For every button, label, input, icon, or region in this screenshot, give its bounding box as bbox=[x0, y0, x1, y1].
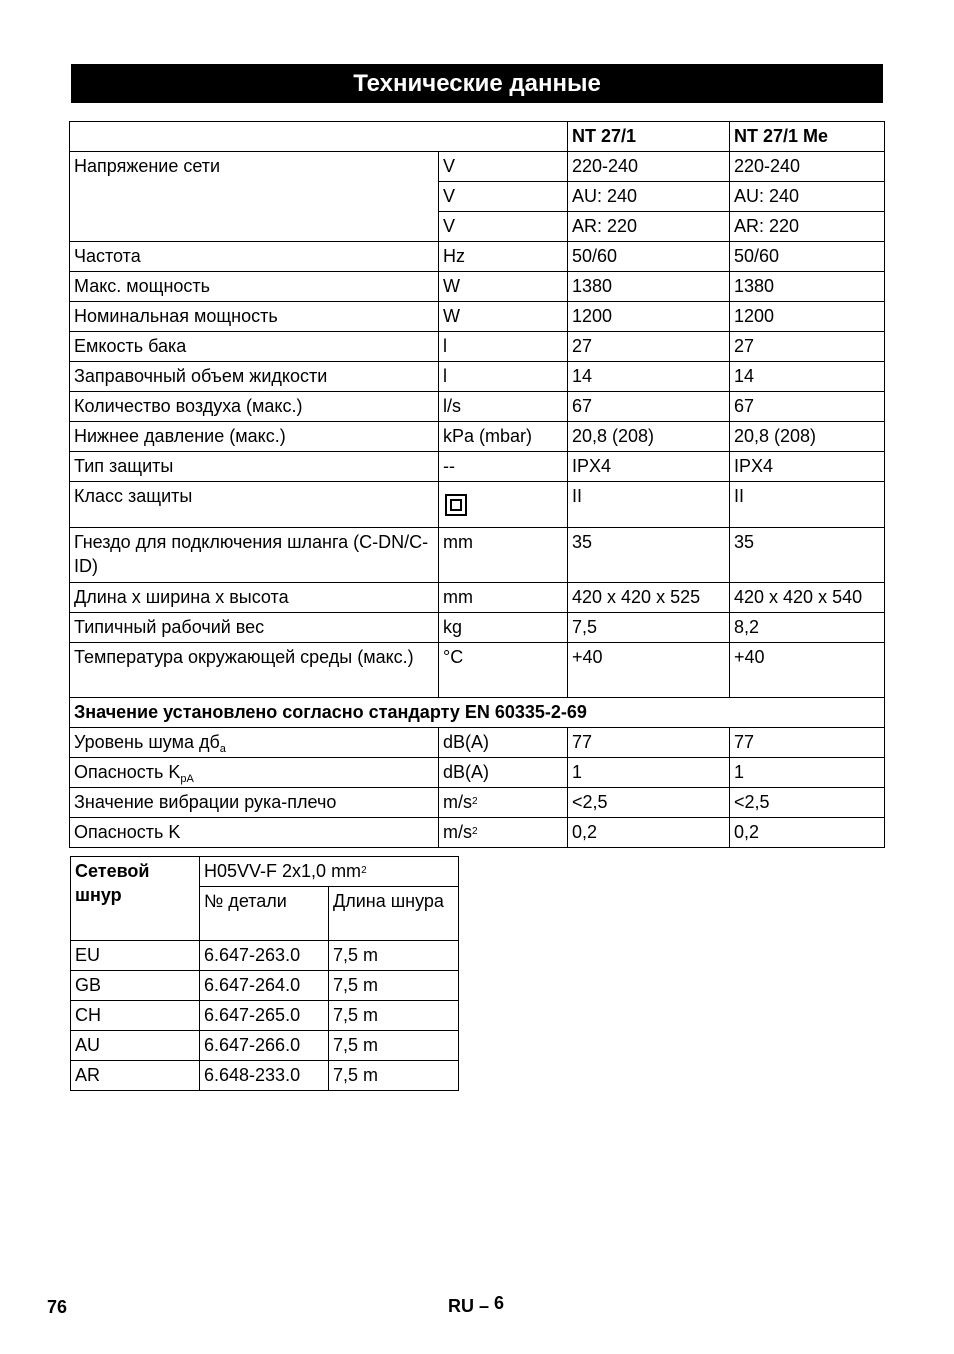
row-value-2: 20,8 (208) bbox=[730, 422, 885, 452]
table-row bbox=[70, 528, 885, 583]
table-row bbox=[70, 452, 885, 482]
table-row bbox=[70, 302, 885, 332]
row-value-2: 50/60 bbox=[730, 242, 885, 272]
row-value-2: AU: 240 bbox=[730, 182, 885, 212]
cord-header-label: Сетевой шнур bbox=[71, 857, 200, 941]
page-number: 76 bbox=[47, 1297, 68, 1317]
cord-part: 6.647-265.0 bbox=[200, 1001, 329, 1031]
row-value-1: AR: 220 bbox=[568, 212, 730, 242]
row-unit: l bbox=[439, 362, 568, 392]
cord-cable-type bbox=[200, 857, 459, 887]
cord-part: 6.648-233.0 bbox=[200, 1061, 329, 1091]
cord-country: AU bbox=[71, 1031, 200, 1061]
row-value-1: 1 bbox=[568, 758, 730, 788]
noise-label-subscript: a bbox=[219, 743, 226, 755]
row-value-2: <2,5 bbox=[730, 788, 885, 818]
row-value-1: 35 bbox=[568, 528, 730, 583]
header-blank-cell bbox=[70, 122, 568, 152]
row-value-1: 0,2 bbox=[568, 818, 730, 848]
row-unit: -- bbox=[439, 452, 568, 482]
row-value-1: 14 bbox=[568, 362, 730, 392]
row-unit bbox=[439, 482, 568, 528]
table-row bbox=[70, 583, 885, 613]
row-label: Номинальная мощность bbox=[70, 302, 439, 332]
standard-note: Значение установлено согласно стандарту EN 60335-2-69 bbox=[70, 698, 885, 728]
row-label: Типичный рабочий вес bbox=[70, 613, 439, 643]
table-row bbox=[70, 362, 885, 392]
row-value-1: 1380 bbox=[568, 272, 730, 302]
row-unit: mm bbox=[439, 528, 568, 583]
cord-part: 6.647-263.0 bbox=[200, 941, 329, 971]
cord-part: 6.647-266.0 bbox=[200, 1031, 329, 1061]
row-unit bbox=[439, 818, 568, 848]
standard-note-row bbox=[70, 698, 885, 728]
cord-row bbox=[71, 1001, 459, 1031]
row-unit: dB(A) bbox=[439, 758, 568, 788]
cable-type-text: H05VV-F 2x1,0 mm bbox=[204, 861, 362, 881]
row-label: Количество воздуха (макс.) bbox=[70, 392, 439, 422]
row-unit: W bbox=[439, 302, 568, 332]
row-value-2: 1380 bbox=[730, 272, 885, 302]
vibration-risk-unit: m/s bbox=[443, 822, 472, 842]
table-row bbox=[70, 758, 885, 788]
cord-row bbox=[71, 941, 459, 971]
row-unit bbox=[439, 788, 568, 818]
col-length-header: Длина шнура bbox=[329, 887, 459, 941]
row-value-1: 7,5 bbox=[568, 613, 730, 643]
cord-row bbox=[71, 971, 459, 1001]
row-unit: V bbox=[439, 212, 568, 242]
cord-country: GB bbox=[71, 971, 200, 1001]
row-value-2: 1200 bbox=[730, 302, 885, 332]
row-label bbox=[70, 728, 439, 758]
row-value-1: 220-240 bbox=[568, 152, 730, 182]
cord-country: EU bbox=[71, 941, 200, 971]
cord-row bbox=[71, 1061, 459, 1091]
row-value-1: 67 bbox=[568, 392, 730, 422]
section-code: RU bbox=[448, 1296, 474, 1316]
table-header-row bbox=[70, 122, 885, 152]
col-part-header: № детали bbox=[200, 887, 329, 941]
row-value-1: <2,5 bbox=[568, 788, 730, 818]
row-label: Емкость бака bbox=[70, 332, 439, 362]
protection-class-ii-icon bbox=[445, 494, 467, 516]
section-page-number: 6 bbox=[494, 1293, 505, 1313]
row-label: Гнездо для подключения шланга (C-DN/C-ID) bbox=[70, 528, 439, 583]
row-value-2: 67 bbox=[730, 392, 885, 422]
row-label: Заправочный объем жидкости bbox=[70, 362, 439, 392]
cord-part: 6.647-264.0 bbox=[200, 971, 329, 1001]
power-cord-table bbox=[70, 856, 459, 1091]
row-unit: dB(A) bbox=[439, 728, 568, 758]
noise-label: Уровень шума дб bbox=[74, 732, 220, 752]
row-value-1: 27 bbox=[568, 332, 730, 362]
row-label: Температура окружающей среды (макс.) bbox=[70, 643, 439, 698]
row-label: Длина x ширина x высота bbox=[70, 583, 439, 613]
row-unit: °C bbox=[439, 643, 568, 698]
table-row bbox=[70, 392, 885, 422]
row-label: Макс. мощность bbox=[70, 272, 439, 302]
row-label bbox=[70, 758, 439, 788]
row-value-1: 1200 bbox=[568, 302, 730, 332]
technical-data-table bbox=[69, 121, 885, 848]
section-page-label bbox=[448, 1293, 505, 1317]
table-row bbox=[70, 482, 885, 528]
row-value-2: IPX4 bbox=[730, 452, 885, 482]
cord-length: 7,5 m bbox=[329, 1001, 459, 1031]
row-label: Напряжение сети bbox=[70, 152, 439, 242]
row-value-1: +40 bbox=[568, 643, 730, 698]
table-row bbox=[70, 422, 885, 452]
row-value-2: 1 bbox=[730, 758, 885, 788]
row-value-2: II bbox=[730, 482, 885, 528]
row-unit: mm bbox=[439, 583, 568, 613]
row-value-2: 420 x 420 x 540 bbox=[730, 583, 885, 613]
noise-risk-label: Опасность K bbox=[74, 762, 181, 782]
vibration-risk-unit-superscript: 2 bbox=[472, 826, 478, 837]
row-value-1: AU: 240 bbox=[568, 182, 730, 212]
table-row bbox=[70, 152, 885, 182]
row-label: Частота bbox=[70, 242, 439, 272]
cord-length: 7,5 m bbox=[329, 1061, 459, 1091]
row-value-1: II bbox=[568, 482, 730, 528]
table-row bbox=[70, 643, 885, 698]
table-row bbox=[70, 272, 885, 302]
row-value-1: 50/60 bbox=[568, 242, 730, 272]
row-unit: l/s bbox=[439, 392, 568, 422]
row-value-2: 14 bbox=[730, 362, 885, 392]
table-row bbox=[70, 788, 885, 818]
row-value-2: 27 bbox=[730, 332, 885, 362]
vibration-unit: m/s bbox=[443, 792, 472, 812]
row-unit: kg bbox=[439, 613, 568, 643]
vibration-unit-superscript: 2 bbox=[472, 796, 478, 807]
table-row bbox=[70, 242, 885, 272]
model-header-2: NT 27/1 Me bbox=[730, 122, 885, 152]
row-value-2: 77 bbox=[730, 728, 885, 758]
row-unit: kPa (mbar) bbox=[439, 422, 568, 452]
page-title: Технические данные bbox=[71, 64, 883, 103]
table-row bbox=[70, 332, 885, 362]
row-unit: Hz bbox=[439, 242, 568, 272]
table-row bbox=[70, 613, 885, 643]
cord-country: AR bbox=[71, 1061, 200, 1091]
table-row bbox=[70, 728, 885, 758]
table-row bbox=[70, 818, 885, 848]
row-label: Класс защиты bbox=[70, 482, 439, 528]
row-label: Значение вибрации рука-плечо bbox=[70, 788, 439, 818]
cord-country: CH bbox=[71, 1001, 200, 1031]
section-dash: – bbox=[479, 1296, 490, 1316]
row-label: Нижнее давление (макс.) bbox=[70, 422, 439, 452]
row-label: Тип защиты bbox=[70, 452, 439, 482]
row-value-2: 35 bbox=[730, 528, 885, 583]
model-header-1: NT 27/1 bbox=[568, 122, 730, 152]
noise-risk-label-subscript: pA bbox=[180, 773, 194, 785]
row-value-1: IPX4 bbox=[568, 452, 730, 482]
row-value-2: 0,2 bbox=[730, 818, 885, 848]
cord-row bbox=[71, 1031, 459, 1061]
row-unit: V bbox=[439, 182, 568, 212]
row-unit: l bbox=[439, 332, 568, 362]
row-value-1: 20,8 (208) bbox=[568, 422, 730, 452]
row-unit: V bbox=[439, 152, 568, 182]
row-value-2: 8,2 bbox=[730, 613, 885, 643]
cord-length: 7,5 m bbox=[329, 971, 459, 1001]
row-value-2: +40 bbox=[730, 643, 885, 698]
cord-length: 7,5 m bbox=[329, 941, 459, 971]
row-value-1: 420 x 420 x 525 bbox=[568, 583, 730, 613]
row-value-1: 77 bbox=[568, 728, 730, 758]
row-value-2: AR: 220 bbox=[730, 212, 885, 242]
row-value-2: 220-240 bbox=[730, 152, 885, 182]
cable-type-superscript: 2 bbox=[361, 865, 367, 876]
cord-length: 7,5 m bbox=[329, 1031, 459, 1061]
row-label: Опасность K bbox=[70, 818, 439, 848]
cord-header-row bbox=[71, 857, 459, 887]
row-unit: W bbox=[439, 272, 568, 302]
